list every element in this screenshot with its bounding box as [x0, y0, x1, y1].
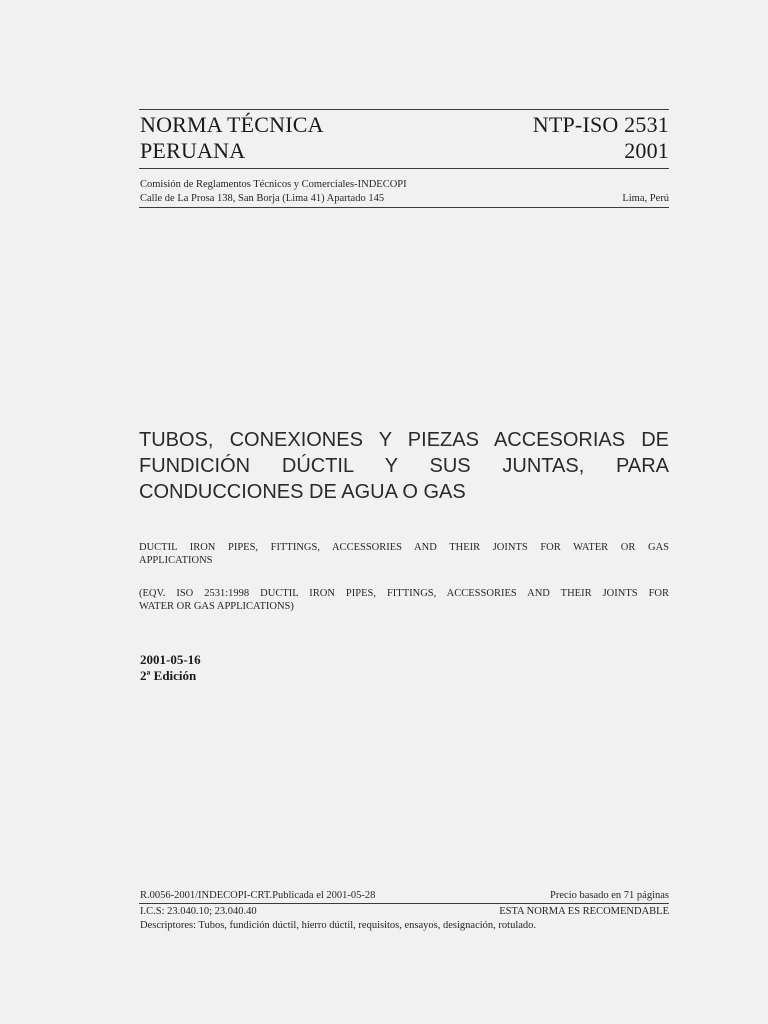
- equivalence-line2: WATER OR GAS APPLICATIONS): [139, 601, 294, 612]
- document-title: [139, 427, 669, 505]
- english-title-line2: APPLICATIONS: [139, 555, 213, 566]
- standard-type-line1: NORMA TÉCNICA: [140, 112, 324, 137]
- resolution-note: R.0056-2001/INDECOPI-CRT.Publicada el 2001-05-28: [140, 890, 376, 901]
- standard-code: NTP-ISO 2531: [532, 112, 669, 137]
- header-bottom-rule: [139, 207, 669, 208]
- document-title-line1: TUBOS, CONEXIONES Y PIEZAS ACCESORIAS DE: [139, 429, 669, 451]
- price-note: Precio basado en 71 páginas: [550, 890, 669, 901]
- header-top-rule: [139, 109, 669, 110]
- english-title-line1: DUCTIL IRON PIPES, FITTINGS, ACCESSORIES AND THEIR JOINTS FOR WATER OR GAS: [139, 542, 669, 553]
- approval-date: 2001-05-16: [140, 652, 201, 667]
- descriptors: Descriptores: Tubos, fundición dúctil, hierro dúctil, requisitos, ensayos, designación, rotulado.: [140, 920, 537, 931]
- document-title-line2: FUNDICIÓN DÚCTIL Y SUS JUNTAS, PARA: [139, 455, 669, 477]
- recommendation-status: ESTA NORMA ES RECOMENDABLE: [499, 906, 669, 917]
- equivalence-line1: (EQV. ISO 2531:1998 DUCTIL IRON PIPES, FITTINGS, ACCESSORIES AND THEIR JOINTS FOR: [139, 588, 669, 599]
- footer-rule: [139, 903, 669, 904]
- header-mid-rule: [139, 168, 669, 169]
- equivalence-note: [139, 587, 669, 613]
- publisher-location: Lima, Perú: [622, 193, 669, 204]
- english-title: [139, 541, 669, 567]
- standard-type-line2: PERUANA: [140, 138, 246, 163]
- edition-number: 2ª Edición: [140, 668, 197, 683]
- publisher-address: Calle de La Prosa 138, San Borja (Lima 41) Apartado 145: [140, 193, 385, 204]
- ics-codes: I.C.S: 23.040.10; 23.040.40: [140, 906, 257, 917]
- standard-year: 2001: [624, 138, 669, 163]
- publisher-name: Comisión de Reglamentos Técnicos y Comerciales-INDECOPI: [140, 179, 407, 190]
- document-title-line3: CONDUCCIONES DE AGUA O GAS: [139, 481, 466, 503]
